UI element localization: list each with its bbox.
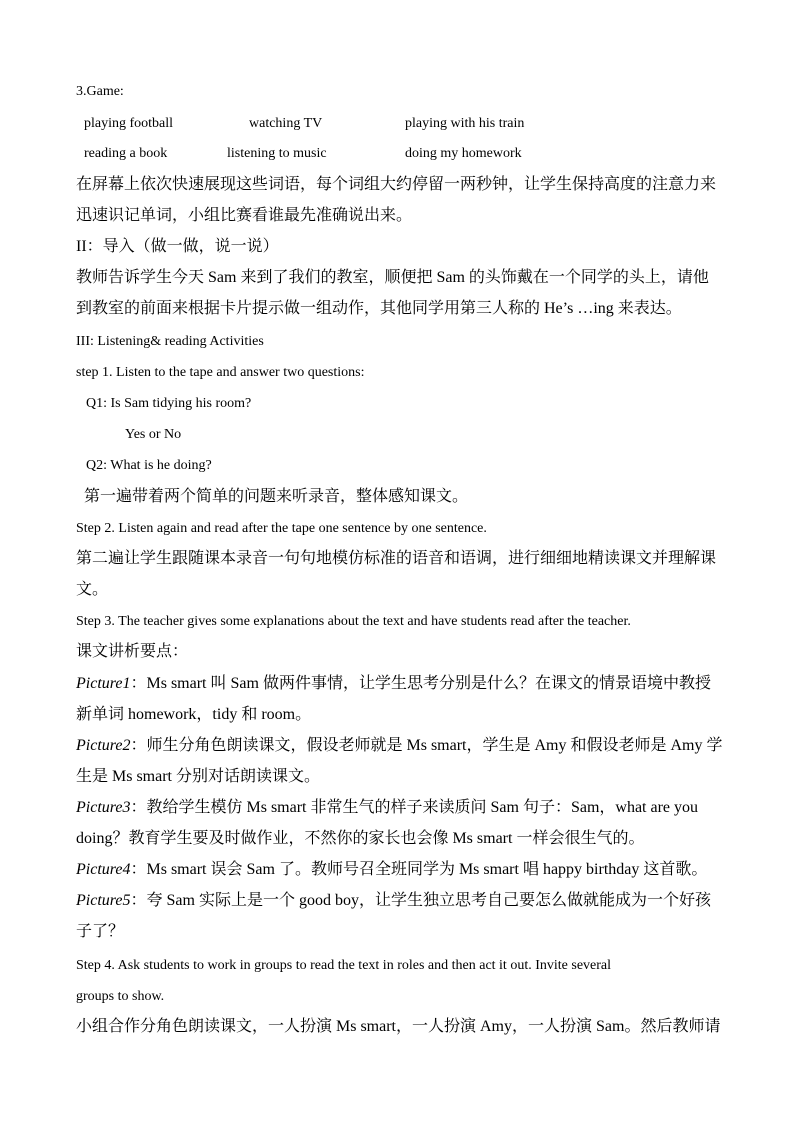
picture-label: Picture1 [76,675,131,692]
game-description: 在屏幕上依次快速展现这些词语，每个词组大约停留一两秒钟，让学生保持高度的注意力来 [76,176,717,193]
game-word: watching TV [249,116,323,131]
step-4: groups to show. [76,989,165,1004]
step-4-note: 小组合作分角色朗读课文，一人扮演 Ms smart，一人扮演 Amy，一人扮演 Sam。然后教师请 [76,1018,721,1035]
intro-paragraph: 教师告诉学生今天 Sam 来到了我们的教室，顺便把 Sam 的头饰戴在一个同学的头上，请他 [76,269,709,286]
game-word: doing my homework [405,146,522,161]
step-2: Step 2. Listen again and read after the tape one sentence by one sentence. [76,521,487,536]
picture-1-note: Picture1：Ms smart 叫 Sam 做两件事情，让学生思考分别是什么？在课文的情景语境中教授 [76,675,711,692]
game-description: 迅速识记单词，小组比赛看谁最先准确说出来。 [76,207,413,224]
step-2-note: 文。 [76,581,109,598]
step-2-note: 第二遍让学生跟随课本录音一句句地模仿标准的语音和语调，进行细细地精读课文并理解课 [76,550,717,567]
points-title: 课文讲析要点： [76,643,189,660]
step-1: step 1. Listen to the tape and answer two questions: [76,365,365,380]
step-4: Step 4. Ask students to work in groups to read the text in roles and then act it out. Invite several [76,958,612,973]
question-1-answer: Yes or No [125,427,182,442]
game-word: playing football [84,116,174,131]
question-1: Q1: Is Sam tidying his room? [86,396,252,411]
step-1-note: 第一遍带着两个简单的问题来听录音，整体感知课文。 [84,488,469,505]
game-heading: 3.Game: [76,84,124,99]
picture-label: Picture2 [76,737,131,754]
question-2: Q2: What is he doing? [86,458,212,473]
picture-2-note: Picture2：师生分角色朗读课文，假设老师就是 Ms smart，学生是 Amy 和假设老师是 Amy 学 [76,737,723,754]
intro-heading: II：导入（做一做，说一说） [76,238,279,255]
picture-2-note: 生是 Ms smart 分别对话朗读课文。 [76,768,321,785]
picture-label: Picture5 [76,892,131,909]
picture-4-note: Picture4：Ms smart 误会 Sam 了。教师号召全班同学为 Ms smart 唱 happy birthday 这首歌。 [76,861,708,878]
step-3: Step 3. The teacher gives some explanations about the text and have students read after the teacher. [76,614,631,629]
picture-3-note: doing？教育学生要及时做作业，不然你的家长也会像 Ms smart 一样会很生气的。 [76,830,645,847]
game-word: listening to music [227,146,327,161]
intro-paragraph: 到教室的前面来根据卡片提示做一组动作，其他同学用第三人称的 He’s …ing 来表达。 [76,300,682,317]
activities-heading: III: Listening& reading Activities [76,334,264,349]
picture-5-note: Picture5：夸 Sam 实际上是一个 good boy，让学生独立思考自己要怎么做就能成为一个好孩 [76,892,711,909]
picture-1-note: 新单词 homework，tidy 和 room。 [76,706,312,723]
game-word: reading a book [84,146,168,161]
picture-label: Picture4 [76,861,131,878]
picture-3-note: Picture3：教给学生模仿 Ms smart 非常生气的样子来读质问 Sam 句子：Sam，what are you [76,799,699,816]
picture-5-note: 子了？ [76,923,125,940]
game-word: playing with his train [405,116,525,131]
picture-label: Picture3 [76,799,131,816]
